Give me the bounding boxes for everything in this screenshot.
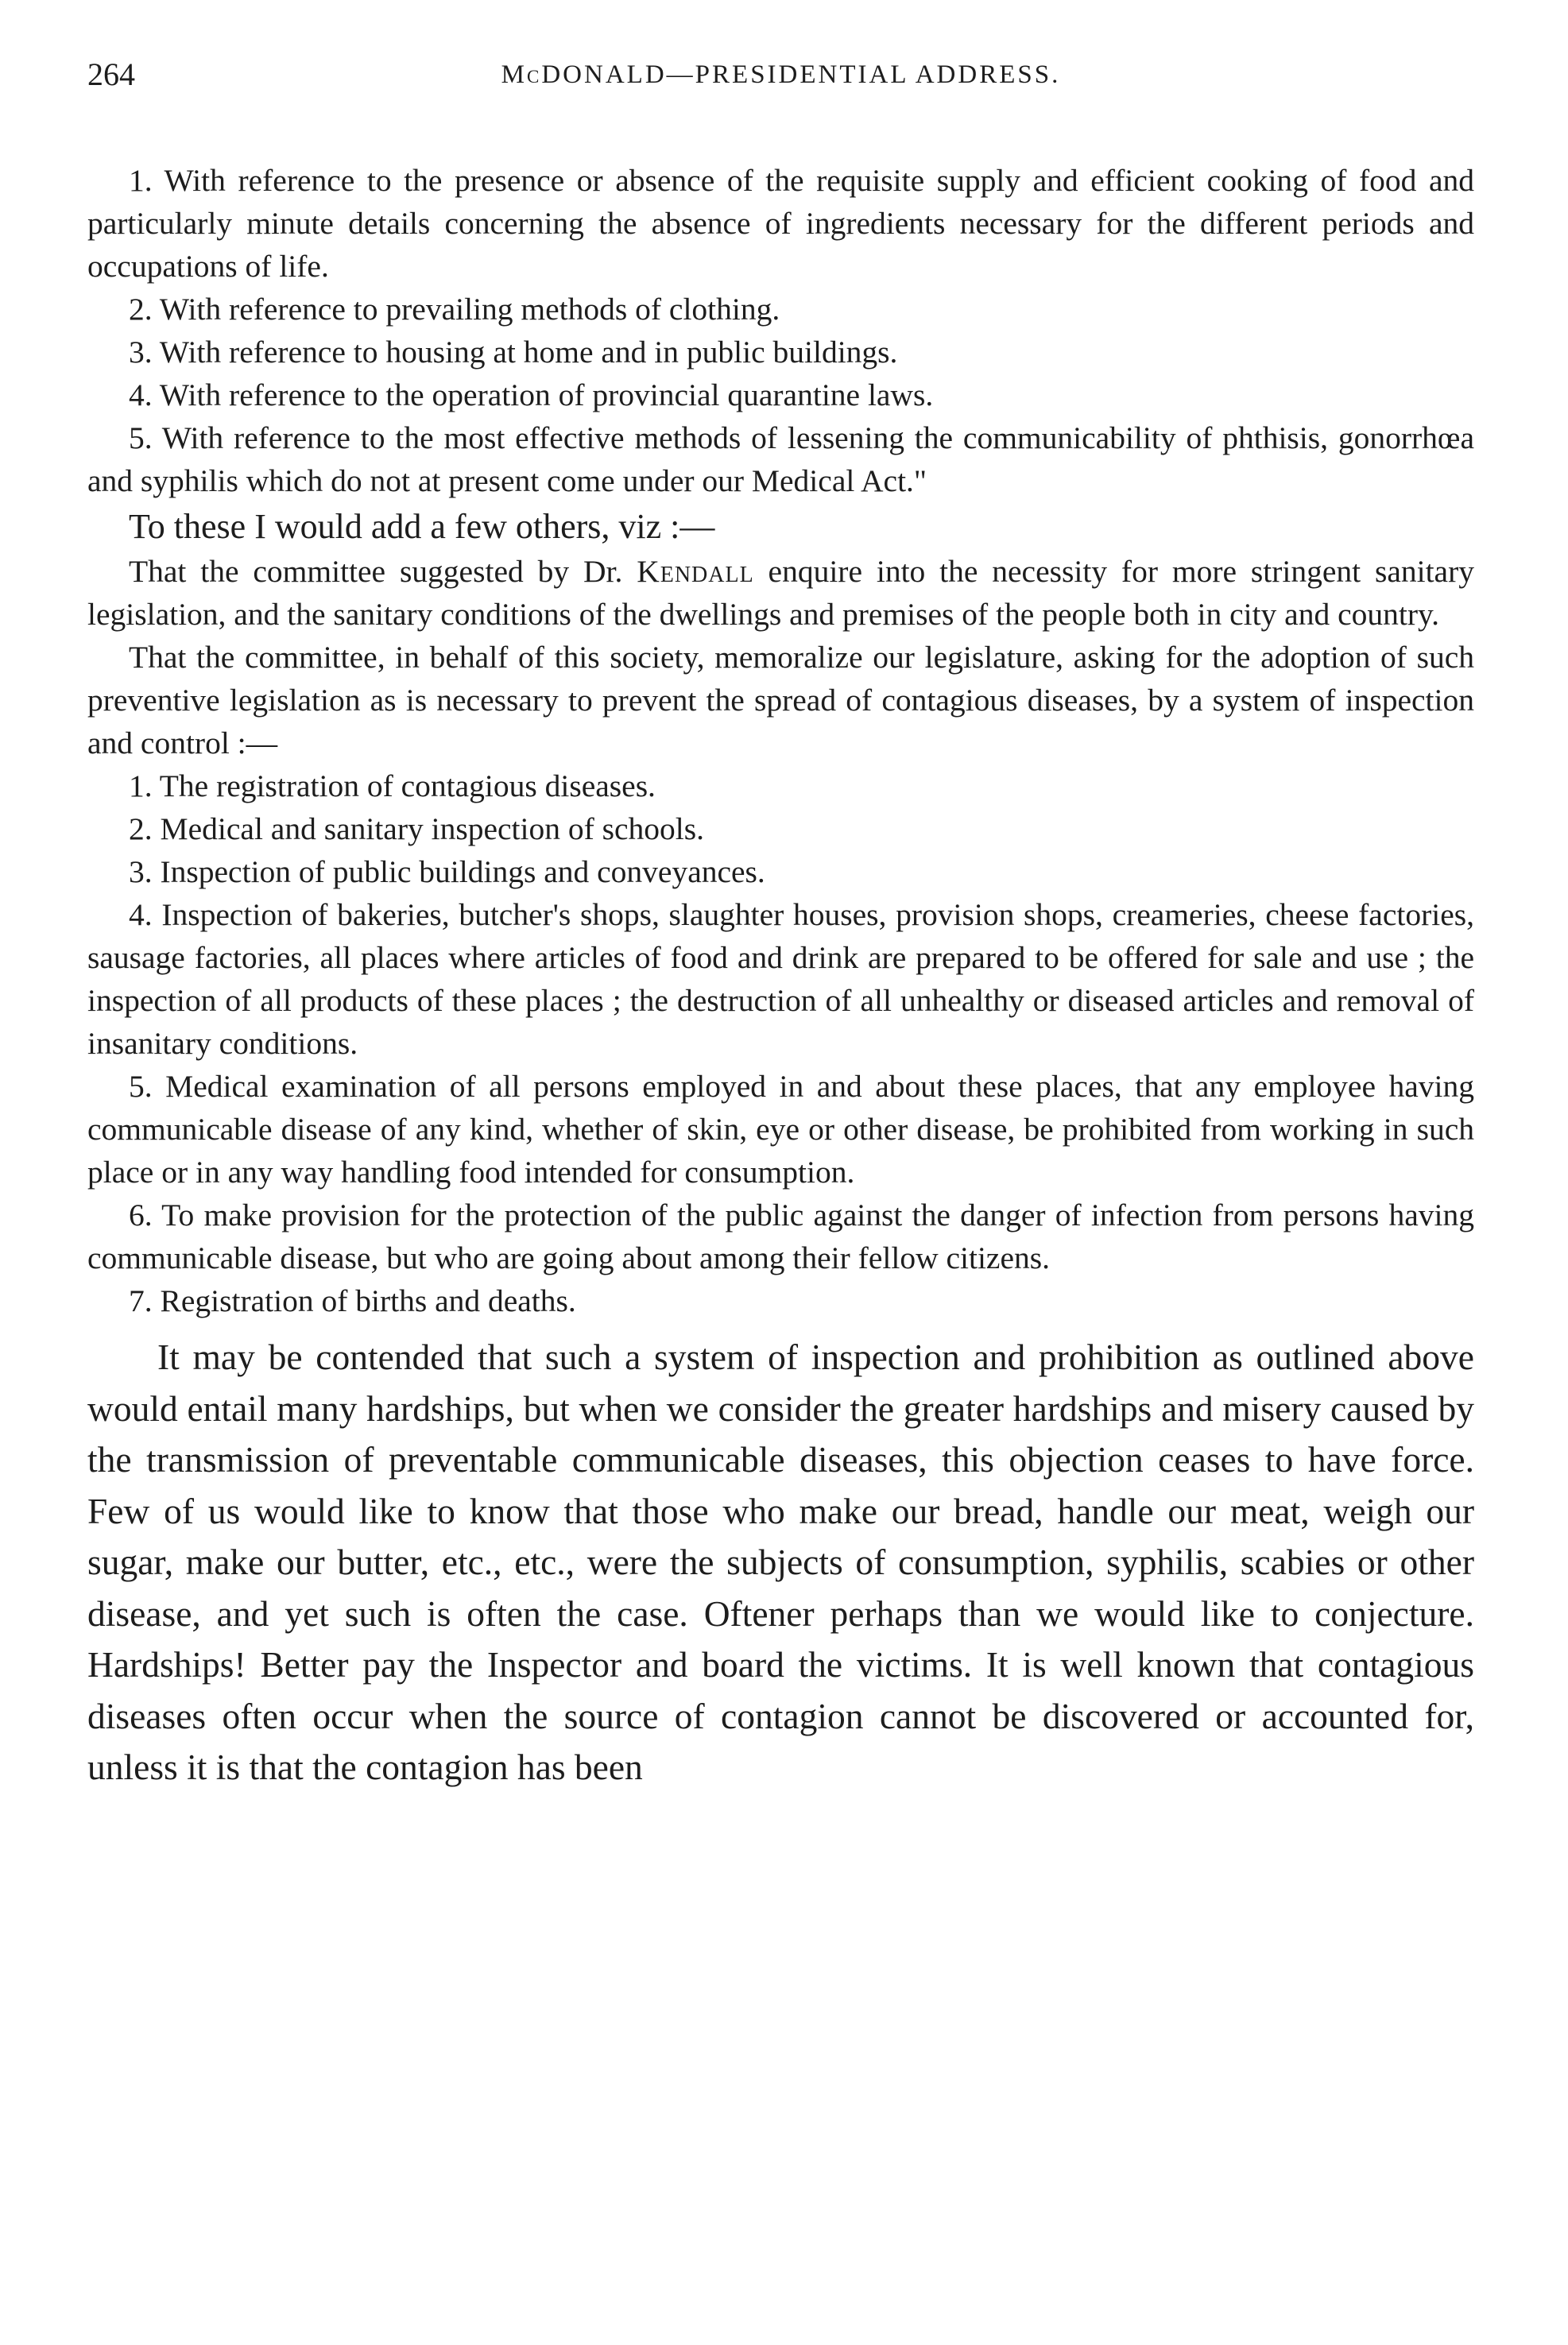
list-b-item-1: 1. The registration of contagious diseases.	[129, 768, 656, 803]
running-head: McDONALD—PRESIDENTIAL ADDRESS.	[501, 60, 1061, 89]
page-number: 264	[87, 56, 135, 92]
list-b-item-5: 5. Medical examination of all persons employed in and about these places, that any employee having communicable disease of any kind, whether of skin, eye or other disease, be prohibited from working in such place or in any way handling food intended for consumption.	[87, 1069, 1474, 1190]
list-a-item-5: 5. With reference to the most effective methods of lessening the communicability of phthisis, gonorrhœa and syphilis which do not at present come under our Medical Act."	[87, 420, 1474, 498]
list-b-item-3: 3. Inspection of public buildings and conveyances.	[129, 854, 765, 889]
list-a-item-3: 3. With reference to housing at home and in public buildings.	[129, 335, 898, 370]
list-b-item-2: 2. Medical and sanitary inspection of schools.	[129, 811, 704, 846]
list-a-item-4: 4. With reference to the operation of provincial quarantine laws.	[129, 377, 934, 412]
list-b-item-7: 7. Registration of births and deaths.	[129, 1283, 576, 1318]
closing-paragraph: It may be contended that such a system of inspection and prohibition as outlined above would entail many hardships, but when we consider the greater hardships and misery caused by the transmission of preventable communicable diseases, this objection ceases to have force. Few of us would like to know that those who make our bread, handle our meat, weigh our sugar, make our butter, etc., etc., were the subjects of consumption, syphilis, scabies or other disease, and yet such is often the case. Oftener perhaps than we would like to conjecture. Hardships! Better pay the Inspector and board the victims. It is well known that contagious diseases often occur when the source of contagion cannot be discovered or accounted for, unless it is that the contagion has been	[87, 1337, 1474, 1787]
list-b-item-4: 4. Inspection of bakeries, butcher's shops, slaughter houses, provision shops, creameries, cheese factories, sausage factories, all places where articles of food and drink are prepared to be offered for sale and use ; the inspection of all products of these places ; the destruction of all unhealthy or diseased articles and removal of insanitary conditions.	[87, 897, 1474, 1061]
committee-text-after: enquire into the necessity for more stringent sanitary legislation, and the sanitary conditions of the dwellings and premises of the people both in city and country.	[87, 554, 1474, 632]
list-a-item-2: 2. With reference to prevailing methods of clothing.	[129, 292, 780, 327]
list-a-item-1: 1. With reference to the presence or absence of the requisite supply and efficient cooking of food and particularly minute details concerning the absence of ingredients necessary for the different periods and occupations of life.	[87, 163, 1474, 284]
lead-in-line: To these I would add a few others, viz :—	[129, 507, 715, 546]
list-b-item-6: 6. To make provision for the protection of the public against the danger of infection from persons having communicable disease, but who are going about among their fellow citizens.	[87, 1198, 1474, 1275]
committee-paragraph	[87, 550, 1474, 636]
page-header	[87, 56, 1474, 103]
large-type-section	[87, 1332, 1474, 1794]
committee-text-before: That the committee suggested by Dr.	[129, 554, 637, 589]
memorial-paragraph: That the committee, in behalf of this society, memoralize our legislature, asking for the adoption of such preventive legislation as is necessary to prevent the spread of contagious diseases, by a system of inspection and control :—	[87, 640, 1474, 760]
person-name: Kendall	[637, 554, 754, 589]
small-type-section	[87, 159, 1474, 1322]
